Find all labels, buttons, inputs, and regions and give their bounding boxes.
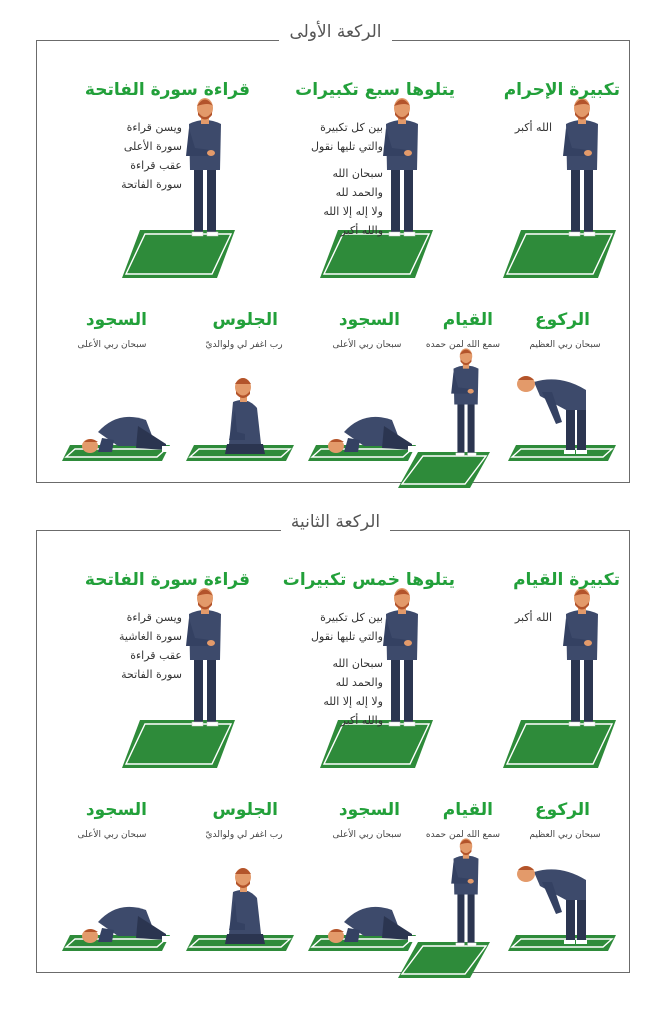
instruction-line: ويسن قراءة [126,611,182,624]
standing-figure [563,588,598,726]
step-instructions [121,118,182,194]
instruction-line: الله أكبر [514,611,552,624]
prayer-mat [508,445,616,461]
standing-figure [451,348,478,456]
section-title-text: الركعة الثانية [281,512,390,532]
section-title [0,22,671,42]
posture-caption: سمع الله لمن حمده [425,340,501,350]
prayer-mat [398,942,490,978]
section-title-text: الركعة الأولى [279,22,391,42]
instruction-line: سورة الفاتحة [121,178,182,191]
instruction-line: سبحان الله [332,167,383,180]
posture-caption: سمع الله لمن حمده [425,830,501,840]
instruction-line: والله أكبر [340,224,383,237]
bowing-figure [517,866,587,944]
step-instructions [311,608,383,730]
standing-figure [383,98,418,236]
instruction-line: ولا إله إلا الله [323,695,383,708]
instruction-line: سبحان الله [332,657,383,670]
posture-heading: السجود [85,310,147,330]
prayer-mat [503,230,616,278]
posture-heading: السجود [338,800,400,820]
section-figures [0,530,671,973]
posture-caption: رب اغفر لي ولوالديّ [205,830,283,840]
step-heading: قراءة سورة الفاتحة [84,80,250,100]
posture-heading: القيام [442,310,493,330]
posture-caption: سبحان ربي الأعلى [77,340,147,350]
posture-caption: سبحان ربي الأعلى [77,830,147,840]
posture-caption: رب اغفر لي ولوالديّ [205,340,283,350]
instruction-line: والتي تليها نقول [311,630,383,643]
posture-heading: السجود [85,800,147,820]
posture-heading: الركوع [535,310,590,330]
posture-caption: سبحان ربي الأعلى [332,340,402,350]
standing-figure [186,588,221,726]
instruction-line: بين كل تكبيرة [320,121,383,134]
instruction-line: الله أكبر [514,121,552,134]
standing-figure [383,588,418,726]
posture-caption: سبحان ربي الأعلى [332,830,402,840]
step-instructions [311,118,383,240]
prayer-mat [122,720,235,768]
figures-svg [0,40,671,503]
step-instructions [515,608,552,627]
sitting-figure [225,868,265,944]
posture-heading: السجود [338,310,400,330]
prayer-mat [503,720,616,768]
section-figures [0,40,671,483]
figures-svg [0,530,671,993]
step-heading: يتلوها خمس تكبيرات [282,570,455,590]
instruction-line: سورة الأعلى [123,140,182,153]
instruction-line: عقب قراءة [130,159,182,172]
instruction-line: والتي تليها نقول [311,140,383,153]
instruction-line: والحمد لله [335,186,383,199]
instruction-line: عقب قراءة [130,649,182,662]
standing-figure [563,98,598,236]
instruction-line: سورة الفاتحة [121,668,182,681]
prayer-mat [508,935,616,951]
prayer-mat [122,230,235,278]
step-heading: قراءة سورة الفاتحة [84,570,250,590]
posture-heading: الجلوس [212,310,278,330]
step-heading: يتلوها سبع تكبيرات [295,80,455,100]
step-heading: تكبيرة الإحرام [503,80,620,100]
instruction-line: ولا إله إلا الله [323,205,383,218]
instruction-line: والله أكبر [340,714,383,727]
bowing-figure [517,376,587,454]
standing-figure [451,838,478,946]
step-instructions [515,118,552,137]
instruction-line: سورة الغاشية [119,630,182,643]
posture-heading: القيام [442,800,493,820]
sitting-figure [225,378,265,454]
instruction-line: ويسن قراءة [126,121,182,134]
posture-heading: الركوع [535,800,590,820]
posture-caption: سبحان ربي العظيم [529,830,601,840]
prayer-mat [398,452,490,488]
standing-figure [186,98,221,236]
posture-caption: سبحان ربي العظيم [529,340,601,350]
instruction-line: بين كل تكبيرة [320,611,383,624]
posture-heading: الجلوس [212,800,278,820]
section-title [0,512,671,532]
step-instructions [119,608,182,684]
step-heading: تكبيرة القيام [513,570,620,590]
instruction-line: والحمد لله [335,676,383,689]
